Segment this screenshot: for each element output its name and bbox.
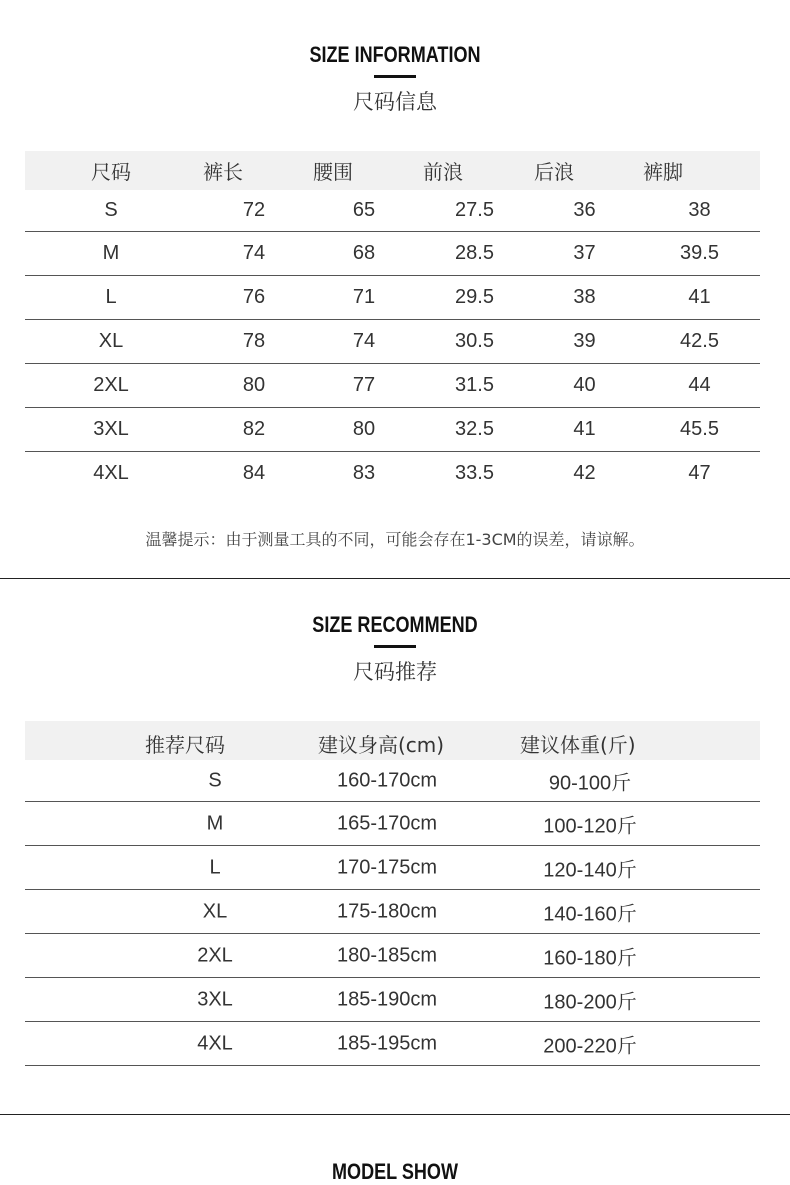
table-cell: 120-140斤 <box>543 859 637 881</box>
table-cell: 82 <box>199 408 309 452</box>
header-recommend-size: 推荐尺码 <box>145 733 225 757</box>
table-cell: 38 <box>530 276 639 320</box>
table-row <box>25 802 760 846</box>
size-info-note: 温馨提示：由于测量工具的不同，可能会存在1-3CM的误差，请谅解。 <box>145 530 645 549</box>
header-leg-opening: 裤脚 <box>639 151 760 190</box>
row-container <box>25 802 760 846</box>
table-cell: 100-120斤 <box>543 815 637 837</box>
row-container <box>25 1022 760 1066</box>
table-cell: 185-190cm <box>336 988 438 1010</box>
row-container <box>25 890 760 934</box>
size-recommend-table <box>25 721 760 1066</box>
table-cell: 41 <box>639 276 760 320</box>
size-recommend-title-cn: 尺码推荐 <box>353 660 437 684</box>
table-cell: 80 <box>199 364 309 408</box>
table-cell: 31.5 <box>419 364 530 408</box>
table-cell: 80 <box>309 408 419 452</box>
table-cell: 4XL <box>197 1032 233 1054</box>
table-cell: XL <box>25 320 199 364</box>
table-cell: 33.5 <box>455 462 494 484</box>
table-cell: 36 <box>530 190 639 232</box>
table-row <box>25 408 760 452</box>
table-cell: 45.5 <box>639 408 760 452</box>
table-cell: 42 <box>573 462 596 484</box>
table-cell: 28.5 <box>419 232 530 276</box>
table-cell: L <box>209 856 221 878</box>
table-row <box>25 320 760 364</box>
size-info-title-cn: 尺码信息 <box>353 90 437 114</box>
size-info-title-en: SIZE INFORMATION <box>309 42 481 67</box>
table-cell: 3XL <box>197 988 233 1010</box>
size-recommend-header-row <box>25 721 760 760</box>
table-row <box>25 760 760 802</box>
table-cell: 180-200斤 <box>543 991 637 1013</box>
size-info-table <box>25 151 760 495</box>
table-cell: 3XL <box>25 408 199 452</box>
table-row <box>25 232 760 276</box>
section-divider-2 <box>0 1114 790 1115</box>
table-cell: 39.5 <box>639 232 760 276</box>
table-cell: 30.5 <box>419 320 530 364</box>
table-cell: 71 <box>309 276 419 320</box>
table-cell: 44 <box>639 364 760 408</box>
table-row <box>25 1022 760 1066</box>
model-show-title-en: MODEL SHOW <box>332 1159 458 1184</box>
table-cell: 2XL <box>197 944 233 966</box>
header-waist: 腰围 <box>309 151 419 190</box>
table-cell: 77 <box>309 364 419 408</box>
table-cell: 65 <box>309 190 419 232</box>
table-cell: 170-175cm <box>336 856 438 878</box>
table-cell: 32.5 <box>419 408 530 452</box>
table-cell: 37 <box>530 232 639 276</box>
table-row <box>25 846 760 890</box>
table-cell: 74 <box>309 320 419 364</box>
size-info-header-row <box>25 151 760 190</box>
table-cell: S <box>208 769 222 791</box>
table-cell: 83 <box>352 462 376 484</box>
table-cell: S <box>25 190 199 232</box>
size-recommend-title-bar <box>374 645 416 648</box>
table-cell: 74 <box>199 232 309 276</box>
table-cell: 84 <box>242 462 266 484</box>
table-row <box>25 276 760 320</box>
table-cell: 4XL <box>93 462 129 484</box>
table-cell: 68 <box>309 232 419 276</box>
row-container <box>25 978 760 1022</box>
table-cell: 27.5 <box>419 190 530 232</box>
table-cell: 76 <box>199 276 309 320</box>
table-cell: 90-100斤 <box>548 772 632 794</box>
table-cell: 40 <box>530 364 639 408</box>
size-info-title-bar <box>374 75 416 78</box>
table-cell: 165-170cm <box>336 812 438 834</box>
table-cell: 200-220斤 <box>543 1035 637 1057</box>
table-cell: 140-160斤 <box>543 903 637 925</box>
row-container <box>25 846 760 890</box>
header-size: 尺码 <box>25 151 199 190</box>
table-cell: XL <box>202 900 228 922</box>
section-divider <box>0 578 790 579</box>
row-container <box>25 934 760 978</box>
table-cell: 160-170cm <box>336 769 438 791</box>
size-recommend-title-en: SIZE RECOMMEND <box>312 612 478 637</box>
header-height: 建议身高(cm) <box>318 733 445 757</box>
header-weight: 建议体重(斤) <box>520 733 636 757</box>
table-cell: 42.5 <box>639 320 760 364</box>
table-row <box>25 978 760 1022</box>
table-row <box>25 934 760 978</box>
table-cell: 41 <box>530 408 639 452</box>
table-cell: L <box>25 276 199 320</box>
table-cell: 175-180cm <box>336 900 438 922</box>
table-cell: 38 <box>639 190 760 232</box>
table-cell: 78 <box>199 320 309 364</box>
table-cell: 160-180斤 <box>543 947 637 969</box>
table-cell: 2XL <box>25 364 199 408</box>
table-row <box>25 190 760 232</box>
table-cell: 185-195cm <box>336 1032 438 1054</box>
header-back-rise: 后浪 <box>530 151 639 190</box>
table-cell: 39 <box>530 320 639 364</box>
table-row <box>25 364 760 408</box>
table-cell: M <box>206 812 224 834</box>
table-cell: 29.5 <box>419 276 530 320</box>
header-pants-length: 裤长 <box>199 151 309 190</box>
row-container <box>25 760 760 802</box>
header-front-rise: 前浪 <box>419 151 530 190</box>
table-cell: 47 <box>688 462 711 484</box>
table-cell: M <box>25 232 199 276</box>
table-row <box>25 452 760 496</box>
table-cell: 180-185cm <box>336 944 438 966</box>
table-row <box>25 890 760 934</box>
table-cell: 72 <box>199 190 309 232</box>
